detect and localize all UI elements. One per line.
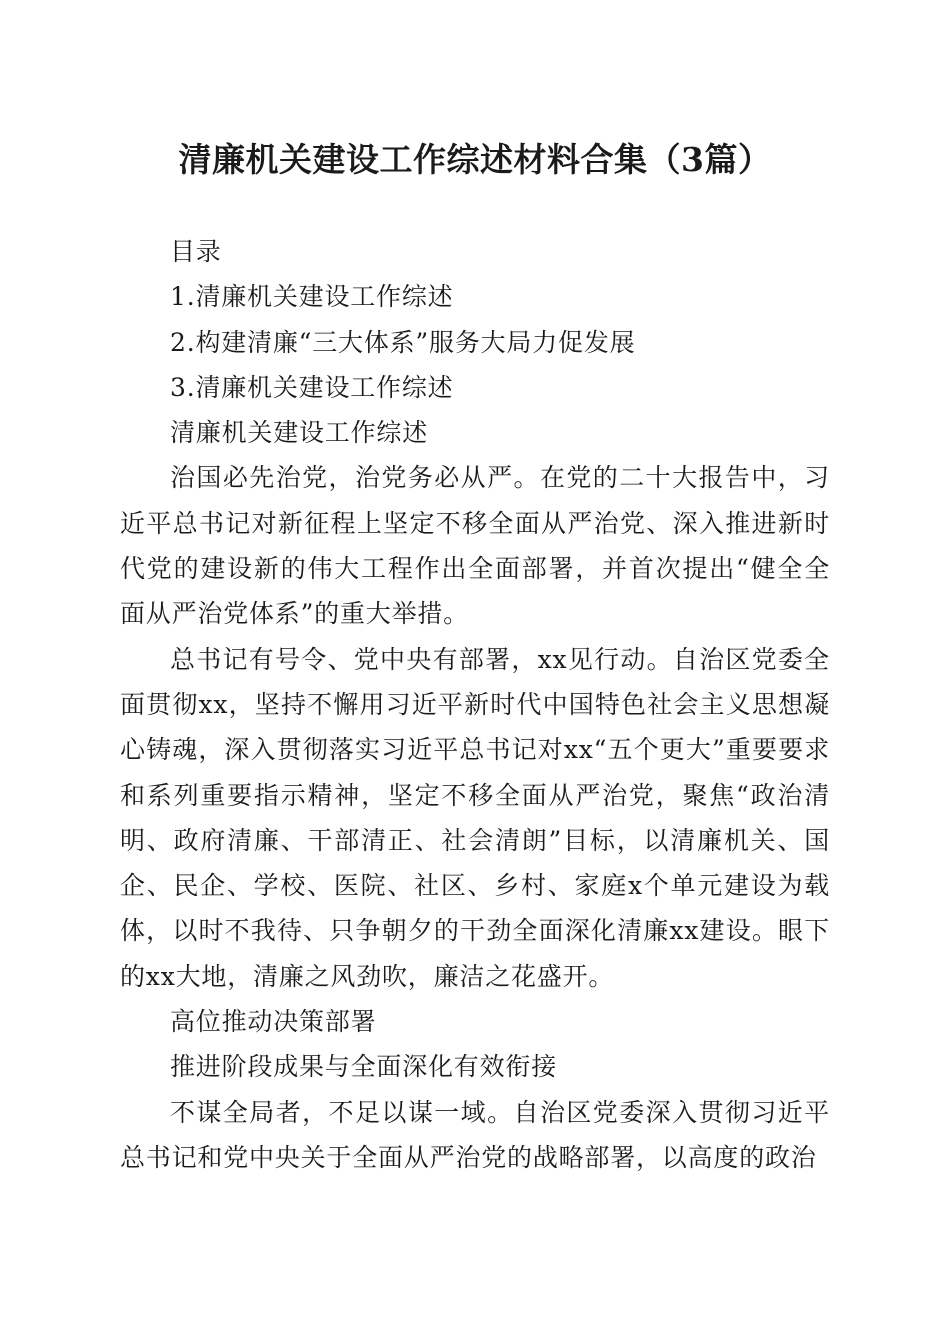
document-body [120, 229, 830, 1180]
toc-heading: 目录 [170, 237, 222, 266]
toc-item: 2.构建清廉“三大体系”服务大局力促发展 [170, 327, 636, 357]
toc-item: 3.清廉机关建设工作综述 [170, 372, 454, 402]
toc-item: 1.清廉机关建设工作综述 [170, 282, 454, 312]
body-paragraph: 治国必先治党，治党务必从严。在党的二十大报告中，习近平总书记对新征程上坚定不移全面从严治党、深入推进新时代党的建设新的伟大工程作出全面部署，并首次提出“健全全面从严治党体系”的重大举措。 [120, 463, 830, 629]
document-title: 清廉机关建设工作综述材料合集（3篇） [178, 140, 772, 179]
body-paragraph: 总书记有号令、党中央有部署，xx见行动。自治区党委全面贯彻xx，坚持不懈用习近平新时代中国特色社会主义思想凝心铸魂，深入贯彻落实习近平总书记对xx“五个更大”重要要求和系列重要指示精神，坚定不移全面从严治党，聚焦“政治清明、政府清廉、干部清正、社会清朗”目标，以清廉机关、国企、民企、学校、医院、社区、乡村、家庭x个单元建设为载体，以时不我待、只争朝夕的干劲全面深化清廉xx建设。眼下的xx大地，清廉之风劲吹，廉洁之花盛开。 [120, 644, 830, 991]
subsection-heading: 推进阶段成果与全面深化有效衔接 [170, 1052, 558, 1082]
article-title: 清廉机关建设工作综述 [170, 418, 429, 448]
section-heading: 高位推动决策部署 [170, 1007, 377, 1037]
body-paragraph: 不谋全局者，不足以谋一域。自治区党委深入贯彻习近平总书记和党中央关于全面从严治党的战略部署，以高度的政治 [120, 1097, 830, 1172]
